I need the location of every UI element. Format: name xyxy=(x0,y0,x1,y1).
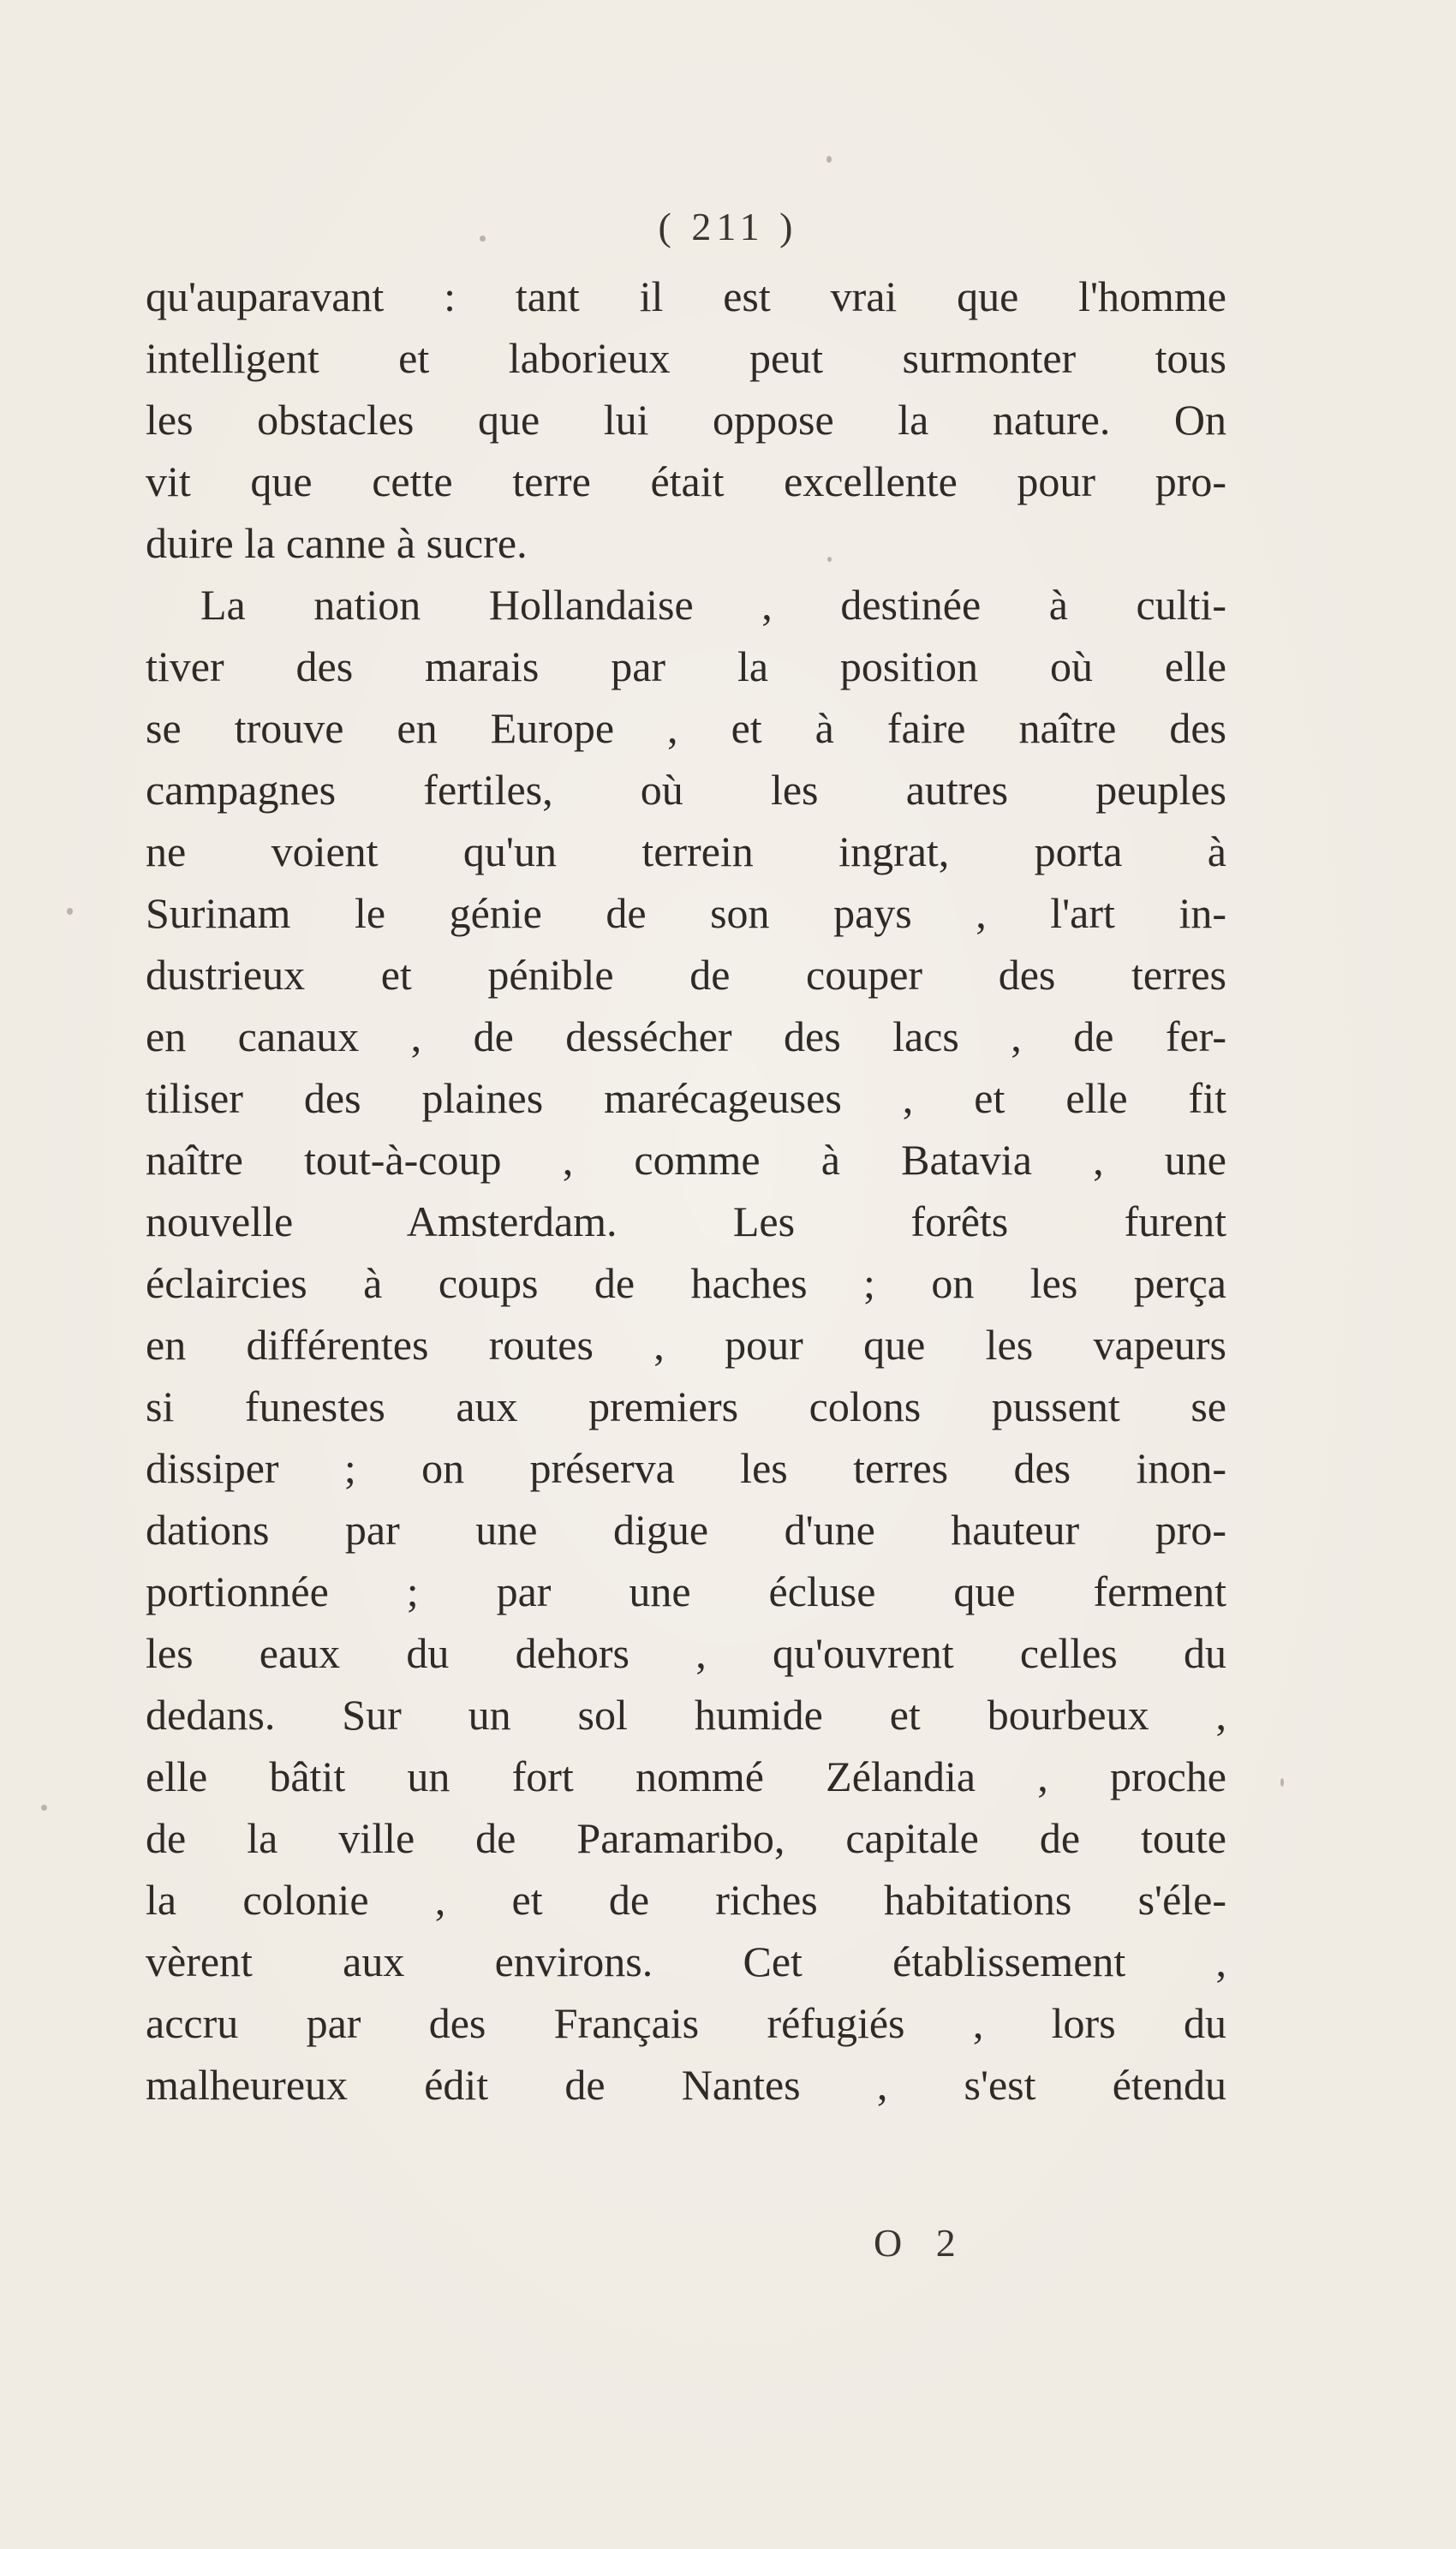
text-line: les obstacles que lui oppose la nature. On xyxy=(146,396,1226,444)
text-line: les eaux du dehors , qu'ouvrent celles du xyxy=(146,1629,1226,1677)
text-line: intelligent et laborieux peut surmonter tous xyxy=(146,334,1226,382)
text-line: dustrieux et pénible de couper des terres xyxy=(146,951,1226,999)
signature-mark: O 2 xyxy=(874,2221,968,2265)
paper-speck xyxy=(826,156,832,163)
text-line: de la ville de Paramaribo, capitale de toute xyxy=(146,1814,1226,1862)
text-line: en différentes routes , pour que les vapeurs xyxy=(146,1321,1226,1369)
text-line: La nation Hollandaise , destinée à culti- xyxy=(200,581,1226,629)
paper-speck xyxy=(67,908,73,915)
text-line: portionnée ; par une écluse que ferment xyxy=(146,1567,1226,1615)
paper-speck xyxy=(41,1805,47,1811)
paper-speck xyxy=(827,557,832,562)
text-line: dissiper ; on préserva les terres des inon- xyxy=(146,1444,1226,1492)
text-line: tiver des marais par la position où elle xyxy=(146,642,1226,690)
text-line: si funestes aux premiers colons pussent se xyxy=(146,1382,1226,1430)
text-line: campagnes fertiles, où les autres peuples xyxy=(146,766,1226,814)
text-line: vit que cette terre était excellente pour pro- xyxy=(146,457,1226,505)
text-line: vèrent aux environs. Cet établissement , xyxy=(146,1937,1226,1985)
text-line: qu'auparavant : tant il est vrai que l'homme xyxy=(146,272,1226,320)
text-line: tiliser des plaines marécageuses , et elle fit xyxy=(146,1074,1226,1122)
paper-speck xyxy=(1280,1778,1284,1787)
body-text xyxy=(146,266,1226,2116)
text-line: Surinam le génie de son pays , l'art in- xyxy=(146,889,1226,937)
text-line: en canaux , de dessécher des lacs , de fer- xyxy=(146,1012,1226,1060)
text-line: dations par une digue d'une hauteur pro- xyxy=(146,1506,1226,1554)
page-number-header: ( 211 ) xyxy=(658,205,798,248)
text-line: dedans. Sur un sol humide et bourbeux , xyxy=(146,1691,1226,1739)
text-line: naître tout-à-coup , comme à Batavia , une xyxy=(146,1136,1226,1184)
text-line: elle bâtit un fort nommé Zélandia , proche xyxy=(146,1752,1226,1800)
text-line: malheureux édit de Nantes , s'est étendu xyxy=(146,2061,1226,2109)
text-line: accru par des Français réfugiés , lors du xyxy=(146,1999,1226,2047)
text-line: ne voient qu'un terrein ingrat, porta à xyxy=(146,827,1226,875)
text-line: la colonie , et de riches habitations s'éle- xyxy=(146,1876,1226,1924)
paper-speck xyxy=(480,236,486,242)
text-line: se trouve en Europe , et à faire naître des xyxy=(146,704,1226,752)
text-line: nouvelle Amsterdam. Les forêts furent xyxy=(146,1197,1226,1245)
text-line: éclaircies à coups de haches ; on les perça xyxy=(146,1259,1226,1307)
text-line: duire la canne à sucre. xyxy=(146,519,528,567)
